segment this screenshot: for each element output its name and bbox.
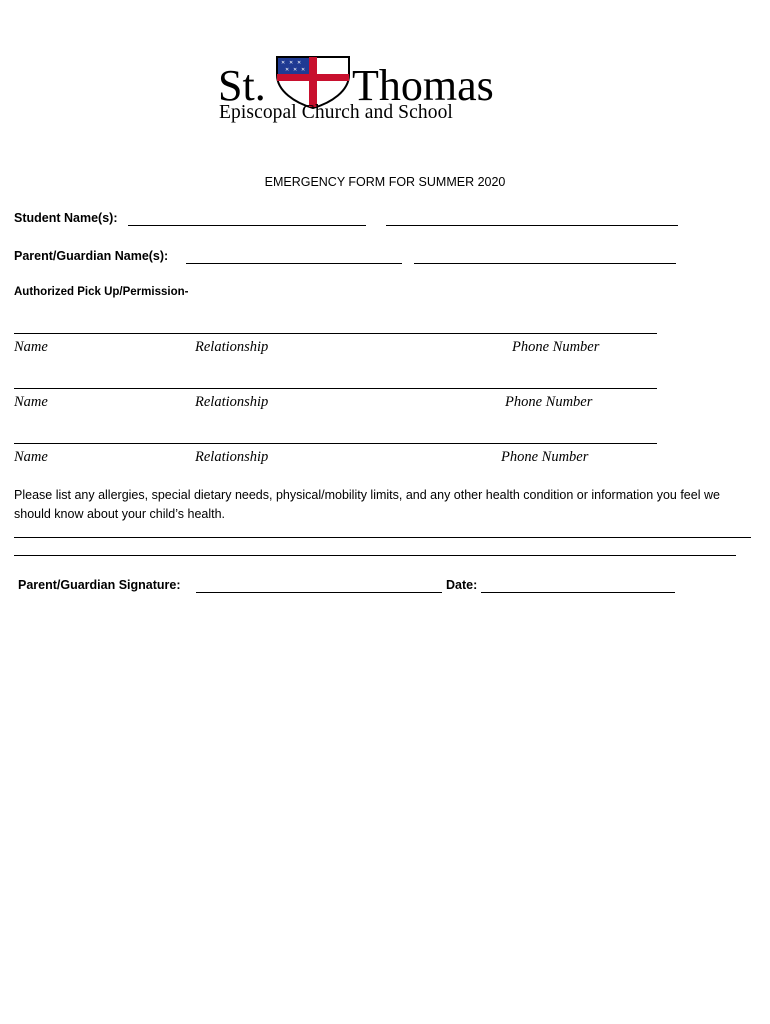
svg-text:✕: ✕ — [301, 67, 306, 73]
svg-text:✕: ✕ — [285, 67, 290, 73]
signature-field[interactable] — [196, 592, 442, 593]
contact-phone-label: Phone Number — [505, 394, 593, 410]
date-field[interactable] — [481, 592, 675, 593]
svg-text:✕: ✕ — [293, 67, 298, 73]
authorized-pickup-label: Authorized Pick Up/Permission- — [14, 286, 189, 298]
episcopal-shield-icon — [273, 55, 353, 109]
contact-relationship-label: Relationship — [195, 394, 269, 410]
health-info-line-2[interactable] — [14, 555, 736, 556]
contact-name-label: Name — [14, 339, 48, 355]
parent-name-field-1[interactable] — [186, 263, 402, 264]
logo-thomas-text: Thomas — [352, 61, 494, 110]
logo-subtitle: Episcopal Church and School — [219, 102, 453, 123]
logo-st-text: St. — [218, 61, 266, 110]
contact-phone-label: Phone Number — [501, 449, 589, 465]
form-title: EMERGENCY FORM FOR SUMMER 2020 — [264, 175, 506, 189]
student-name-field-1[interactable] — [128, 225, 366, 226]
parent-name-label: Parent/Guardian Name(s): — [14, 249, 169, 263]
contact-line-3[interactable] — [14, 443, 657, 444]
contact-name-label: Name — [14, 394, 48, 410]
signature-label: Parent/Guardian Signature: — [18, 578, 181, 592]
contact-phone-label: Phone Number — [512, 339, 600, 355]
contact-line-2[interactable] — [14, 388, 657, 389]
health-info-line-1[interactable] — [14, 537, 751, 538]
contact-relationship-label: Relationship — [195, 339, 269, 355]
parent-name-field-2[interactable] — [414, 263, 676, 264]
contact-relationship-label: Relationship — [195, 449, 269, 465]
svg-text:✕: ✕ — [281, 60, 286, 66]
svg-text:✕: ✕ — [297, 60, 302, 66]
svg-text:✕: ✕ — [289, 60, 294, 66]
contact-name-label: Name — [14, 449, 48, 465]
date-label: Date: — [446, 578, 478, 592]
church-logo — [0, 50, 770, 130]
student-name-field-2[interactable] — [386, 225, 678, 226]
contact-line-1[interactable] — [14, 333, 657, 334]
health-info-prompt: Please list any allergies, special dietary needs, physical/mobility limits, and any other health condition or information you feel we should know about your child’s health. — [14, 488, 720, 521]
student-name-label: Student Name(s): — [14, 211, 118, 225]
